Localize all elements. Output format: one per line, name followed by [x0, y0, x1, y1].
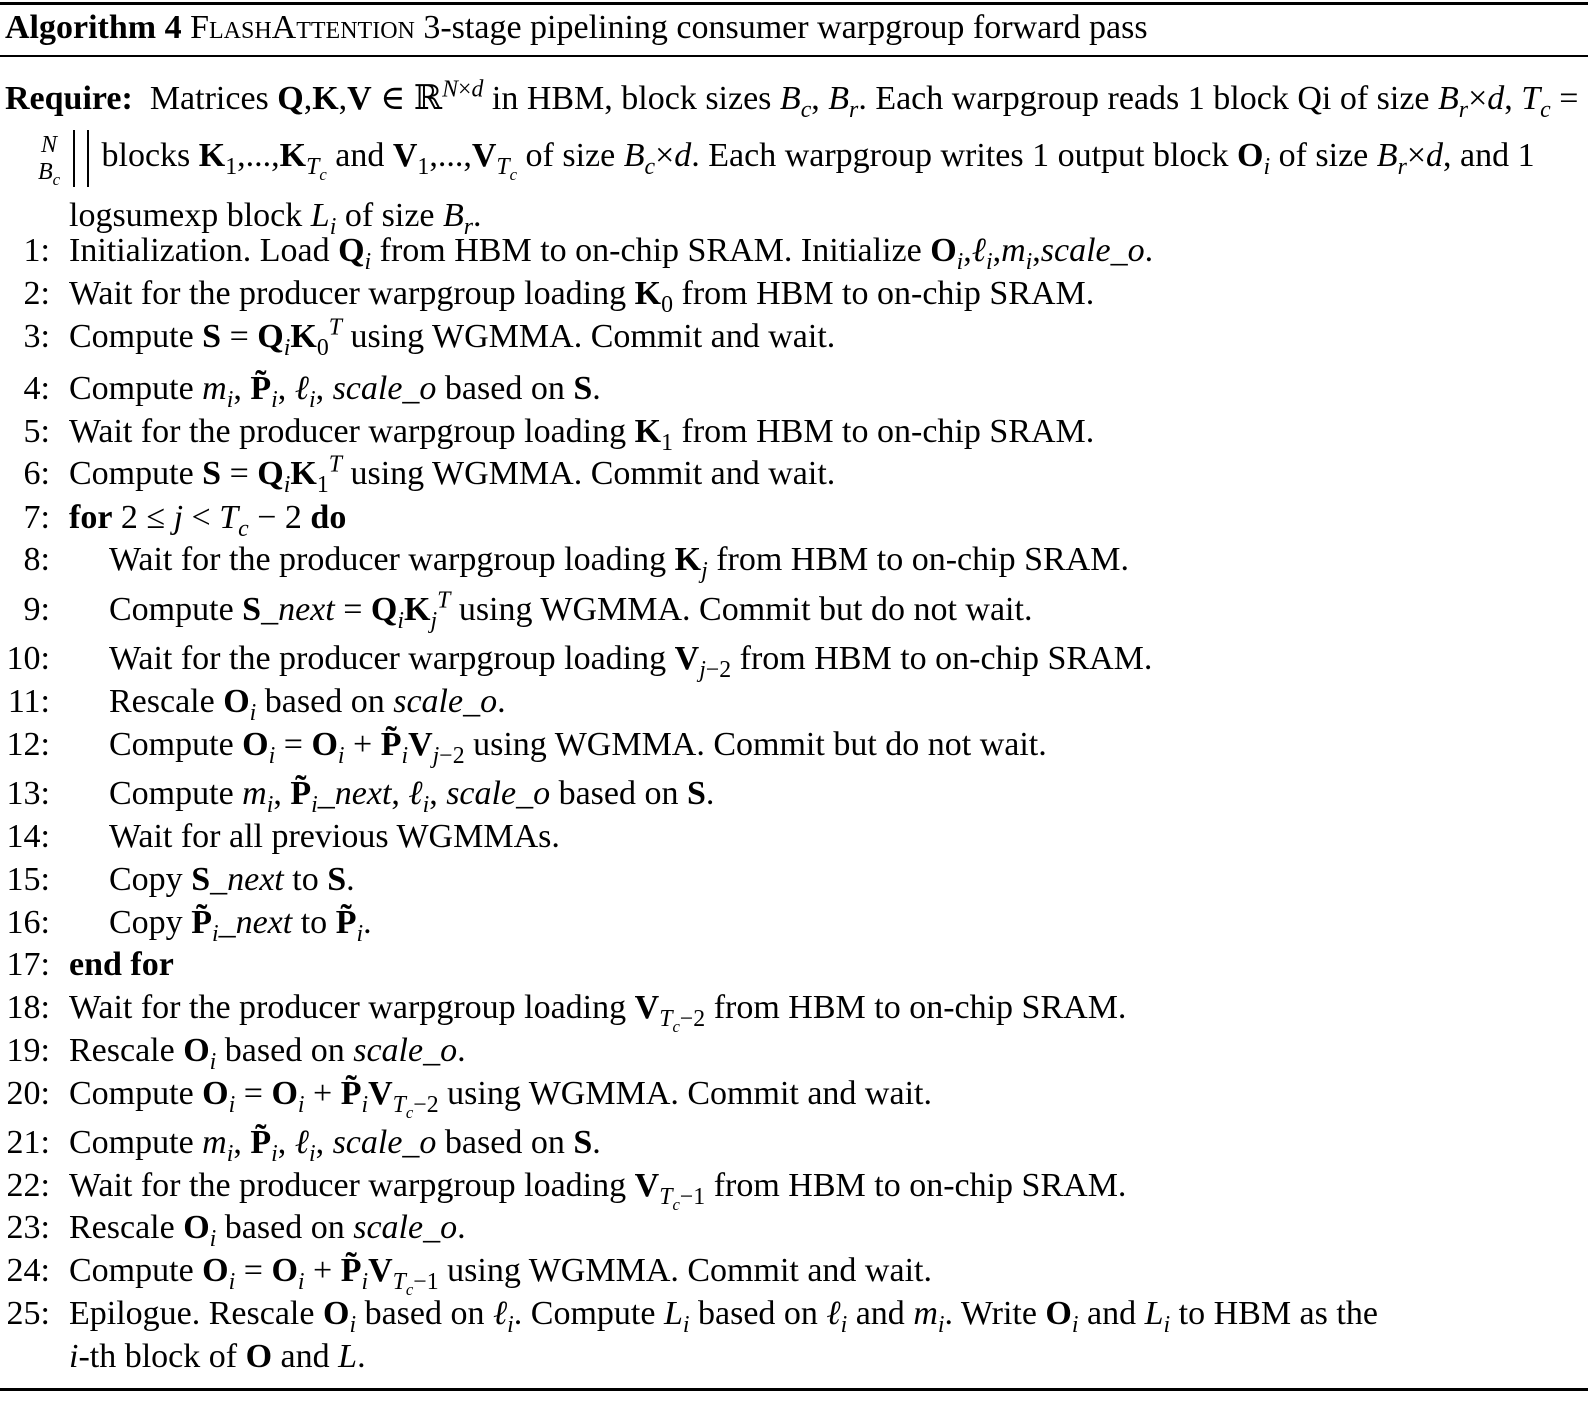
algorithm-block: Algorithm 4 FlashAttention 3-stage pipelining consumer warpgroup forward pass Require: Matrices Q,K,V ∈ ℝ$^{N\times d}$ in HBM, block sizes $B_c$, $B_r$. Each warpgroup reads 1 block Qi of size $B_r\times d$, $T_c$ = $\frac{N}{B_c}$ blocks $K_1,...,K_{T_c}$ and $V_1,...,V_{T_c}$ of size $B_c\times d$. Each warpgroup writes 1 output block $O_i$ of size $B_r\times d$, and 1 logsumexp block $L_i$ of size $B_r$. 1: Initialization. Load $Q_i$ from HBM to on-chip SRAM. Initialize $O_i,\ell_i,m_i,scale\_o$. 2: Wait for the producer warpgroup loading $K_0$ from HBM to on-chip SRAM. 3: Compute $S = Q_iK_0^T$ using WGMMA. Commit and wait. 4: Compute $m_i$, $P̃_i$, ℓ$_i$, scale_o based on S. 5: Wait for the producer warpgroup loading $K_1$ from HBM to on-chip SRAM. 6: Compute $S = Q_iK_1^T$ using WGMMA. Commit and wait. 7: for $2 \le j < T_c - 2$ do 8: Wait for the producer warpgroup loading $K_j$ from HBM to on-chip SRAM. 9: Compute S_next = $Q_iK_j^T$ using WGMMA. Commit but do not wait. 10: Wait for the producer warpgroup loading $V_{j-2}$ from HBM to on-chip SRAM. 11: Rescale $O_i$ based on scale_o. 12: Compute $O_i = O_i$ + $P̃_iV_{j-2}$ using WGMMA. Commit but do not wait. 13: Compute $m_i$, $P̃_i\_next$, ℓ$_i$, scale_o based on S. 14: Wait for all previous WGMMAs. 15: Copy S_next to S. 16: Copy $P̃_i\_next$ to $P̃_i$. 17: end for 18: Wait for the producer warpgroup loading $V_{T_c-2}$ from HBM to on-chip SRAM. 19: Rescale $O_i$ based on scale_o. 20: Compute $O_i = O_i$ + $P̃_iV_{T_c-2}$ using WGMMA. Commit and wait. 21: Compute $m_i$, $P̃_i$, ℓ$_i$, scale_o based on S. 22: Wait for the producer warpgroup loading $V_{T_c-1}$ from HBM to on-chip SRAM. 23: Rescale $O_i$ based on scale_o. 24: Compute $O_i = O_i$ + $P̃_iV_{T_c-1}$ using WGMMA. Commit and wait. 25: Epilogue. Rescale $O_i$ based on ℓ$_i$. Compute $L_i$ based on ℓ$_i$ and $m_i$. Write $O_i$ and $L_i$ to HBM as the i-th block of O and L. — [0, 0, 1588, 1406]
bottom-rule — [0, 1388, 1588, 1391]
algorithm-label: Algorithm 4 — [5, 9, 182, 46]
top-rule — [0, 2, 1588, 5]
title-rule — [0, 55, 1588, 57]
require-text: Require: Matrices Q,K,V ∈ ℝ$^{N\times d}$ in HBM, block sizes $B_c$, $B_r$. Each warpgroup reads 1 block Qi of size $B_r\times d$, $T_c$ = $\frac{N}{B_c}$ blocks $K_1,...,K_{T_c}$ and $V_1,...,V_{T_c}$ of size $B_c\times d$. Each warpgroup writes 1 output block $O_i$ of size $B_r\times d$, and 1 logsumexp block $L_i$ of size $B_r$. — [5, 76, 1579, 240]
require-label: Require: — [5, 80, 133, 117]
algorithm-name: FlashAttention 3-stage pipelining consumer warpgroup forward pass — [190, 9, 1148, 46]
algorithm-title — [5, 6, 1148, 50]
require-block — [5, 70, 1580, 244]
